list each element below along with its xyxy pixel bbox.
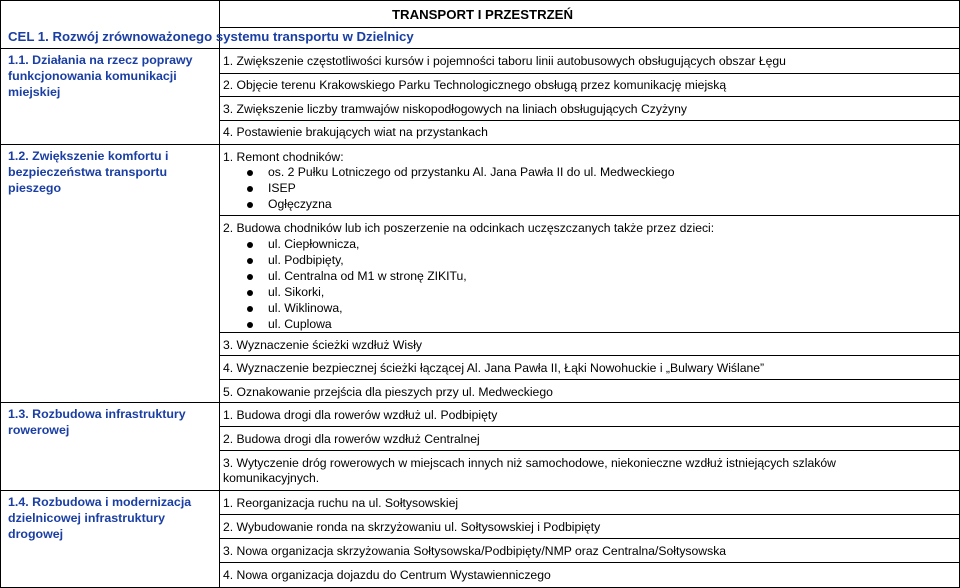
section-divider-2	[0, 402, 960, 403]
section-1-1-item-1: 1. Zwiększenie częstotliwości kursów i pojemności taboru linii autobusowych obsługujących obszar Łęgu	[223, 54, 786, 68]
bullet-dot	[247, 290, 253, 296]
row-divider	[219, 355, 960, 356]
section-1-4-title: 1.4. Rozbudowa i modernizacja dzielnicowej infrastruktury drogowej	[8, 495, 192, 541]
bullet-dot	[247, 322, 253, 328]
bullet-item: ul. Podbipięty,	[268, 253, 344, 267]
bullet-dot	[247, 202, 253, 208]
bullet-dot	[247, 242, 253, 248]
section-1-2-title: 1.2. Zwiększenie komfortu i bezpieczeństwa transportu pieszego	[8, 149, 169, 195]
column-divider	[219, 0, 220, 588]
area-header: TRANSPORT I PRZESTRZEŃ	[392, 7, 573, 22]
section-1-4-item-2: 2. Wybudowanie ronda na skrzyżowaniu ul. Sołtysowskiej i Podbipięty	[223, 520, 601, 534]
section-1-1-item-2: 2. Objęcie terenu Krakowskiego Parku Technologicznego obsługą przez komunikację miejską	[223, 78, 727, 92]
section-1-1-item-4: 4. Postawienie brakujących wiat na przystankach	[223, 125, 488, 139]
section-1-3-title: 1.3. Rozbudowa infrastruktury rowerowej	[8, 407, 186, 437]
section-1-4-item-4: 4. Nowa organizacja dojazdu do Centrum Wystawienniczego	[223, 568, 551, 582]
bullet-dot	[247, 306, 253, 312]
bullet-item: os. 2 Pułku Lotniczego od przystanku Al. Jana Pawła II do ul. Medweckiego	[268, 165, 675, 179]
row-divider	[219, 562, 960, 563]
section-1-1-title: 1.1. Działania na rzecz poprawy funkcjonowania komunikacji miejskiej	[8, 53, 193, 99]
section-1-3-item-2: 2. Budowa drogi dla rowerów wzdłuż Centralnej	[223, 432, 480, 446]
row-divider	[219, 332, 960, 333]
section-1-4-item-1: 1. Reorganizacja ruchu na ul. Sołtysowskiej	[223, 496, 459, 510]
section-divider-1	[0, 144, 960, 145]
section-divider-3	[0, 490, 960, 491]
bullet-item: ul. Ciepłownicza,	[268, 237, 360, 251]
row-divider	[219, 96, 960, 97]
row-divider	[219, 379, 960, 380]
bullet-item: ul. Cuplowa	[268, 317, 332, 331]
bullet-item: Ogłęczyzna	[268, 197, 332, 211]
section-1-2-item-5: 5. Oznakowanie przejścia dla pieszych przy ul. Medweckiego	[223, 385, 553, 399]
section-1-3-item-1: 1. Budowa drogi dla rowerów wzdłuż ul. Podbipięty	[223, 408, 498, 422]
section-1-2-item-4: 4. Wyznaczenie bezpiecznej ścieżki łączącej Al. Jana Pawła II, Łąki Nowohuckie i „Bulwary Wiślane”	[223, 361, 765, 375]
header-divider-right	[219, 27, 960, 28]
row-divider	[219, 426, 960, 427]
goal-header: CEL 1. Rozwój zrównoważonego systemu transportu w Dzielnicy	[8, 29, 414, 44]
row-divider	[219, 215, 960, 216]
border-left	[0, 0, 1, 588]
row-divider	[219, 514, 960, 515]
section-1-4-item-3: 3. Nowa organizacja skrzyżowania Sołtysowska/Podbipięty/NMP oraz Centralna/Sołtysowska	[223, 544, 727, 558]
bullet-item: ul. Wiklinowa,	[268, 301, 343, 315]
header-divider	[0, 48, 960, 49]
bullet-dot	[247, 186, 253, 192]
border-top	[0, 0, 960, 1]
bullet-dot	[247, 170, 253, 176]
row-divider	[219, 450, 960, 451]
bullet-item: ISEP	[268, 181, 296, 195]
bullet-item: ul. Sikorki,	[268, 285, 325, 299]
section-1-2-item-3: 3. Wyznaczenie ścieżki wzdłuż Wisły	[223, 338, 423, 352]
bullet-dot	[247, 258, 253, 264]
row-divider	[219, 73, 960, 74]
section-1-2-item-2: 2. Budowa chodników lub ich poszerzenie na odcinkach uczęszczanych także przez dzieci:	[223, 221, 715, 235]
section-1-1-item-3: 3. Zwiększenie liczby tramwajów niskopodłogowych na liniach obsługujących Czyżyny	[223, 102, 688, 116]
bullet-dot	[247, 274, 253, 280]
bullet-item: ul. Centralna od M1 w stronę ZIKITu,	[268, 269, 467, 283]
section-1-2-item-1: 1. Remont chodników:	[223, 150, 344, 164]
row-divider	[219, 120, 960, 121]
row-divider	[219, 538, 960, 539]
section-1-3-item-3: 3. Wytyczenie dróg rowerowych w miejscach innych niż samochodowe, niekonieczne wzdłuż istniejących szlaków komunikacyjnych.	[223, 456, 836, 485]
